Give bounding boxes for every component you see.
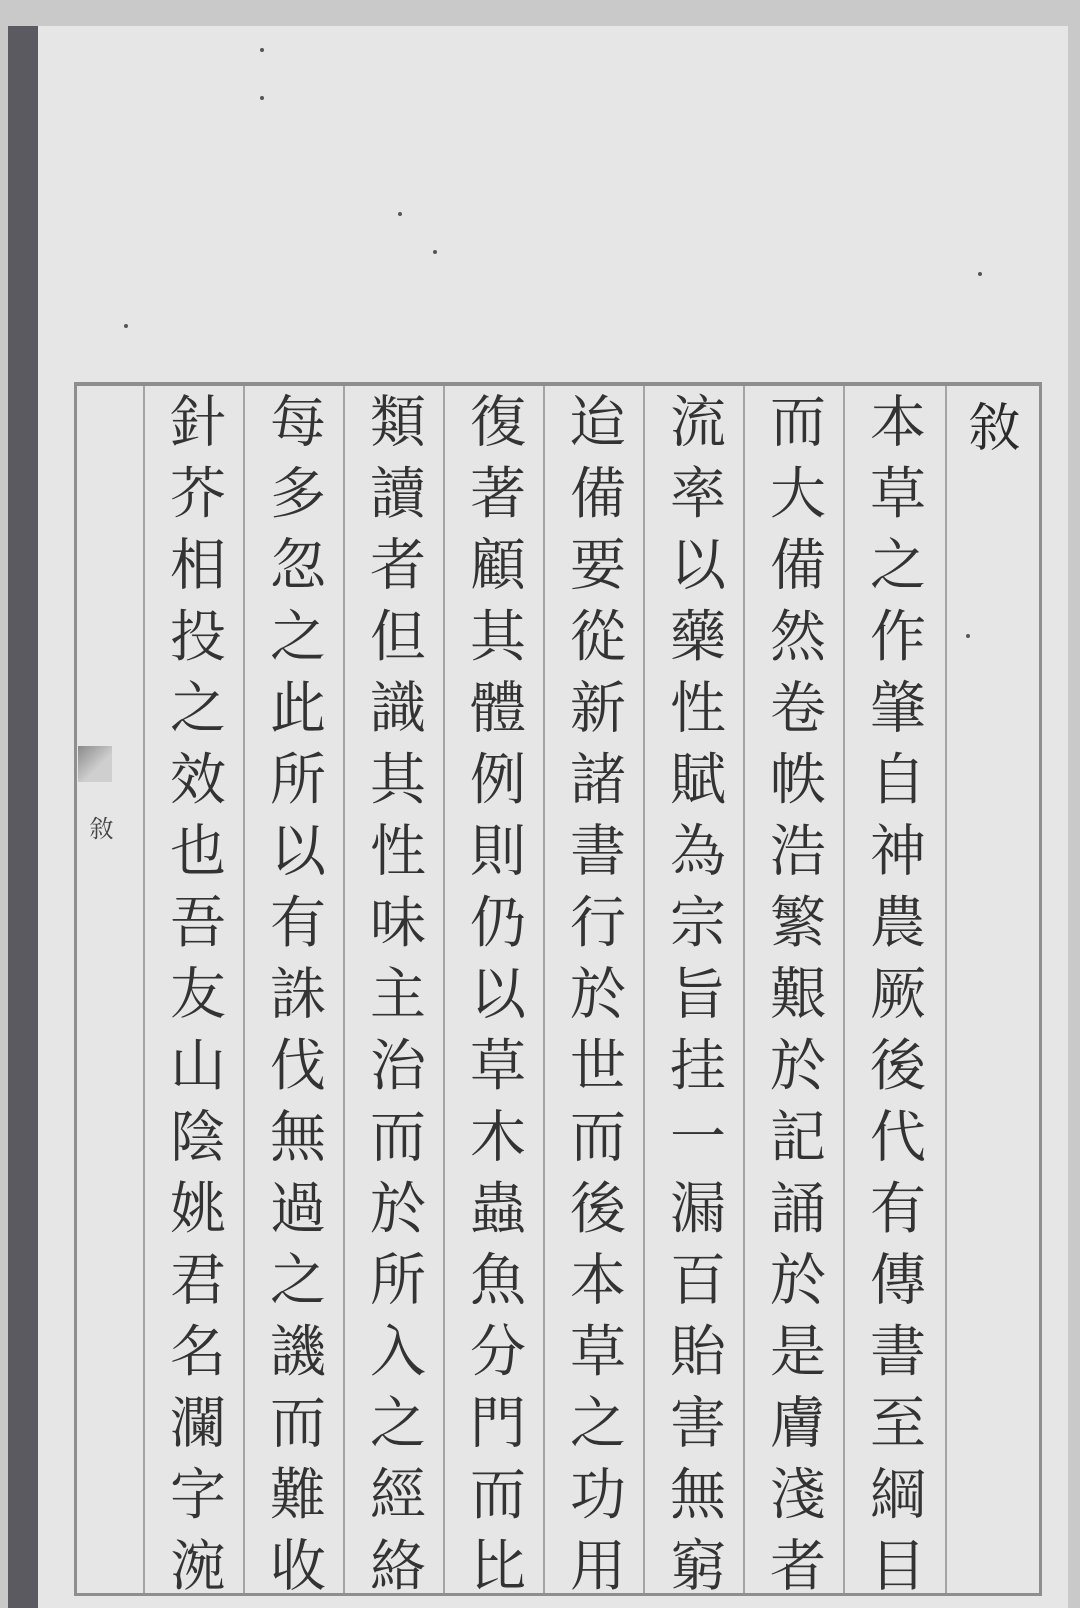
text-column-5: [443, 386, 543, 1608]
text-column-1: [843, 386, 943, 1608]
text-column-8: [143, 386, 243, 1608]
ink-speck: [260, 48, 264, 52]
text-column-4: [543, 386, 643, 1608]
ink-speck: [978, 272, 982, 276]
margin-label: 敘: [85, 816, 113, 840]
text-column-2: [743, 386, 843, 1608]
ink-speck: [260, 96, 264, 100]
text-column-3: [643, 386, 743, 1608]
text-column-7: [243, 386, 343, 1608]
text-line: 復著顧其體例則仍以草木蟲魚分門而比: [461, 392, 526, 1608]
text-line: 流率以藥性賦為宗旨挂一漏百貽害無窮: [661, 392, 726, 1608]
heading-column: [945, 386, 1039, 1593]
book-spine: [8, 26, 38, 1608]
ink-speck: [433, 250, 437, 254]
document-page: [38, 26, 1068, 1608]
text-line: 而大備然卷帙浩繁艱於記誦於是膚淺者: [761, 392, 826, 1608]
ink-speck: [124, 324, 128, 328]
text-frame: [74, 382, 1042, 1608]
text-line: 類讀者但識其性味主治而於所入之經絡: [361, 392, 426, 1608]
text-column-6: [343, 386, 443, 1608]
ink-speck: [398, 212, 402, 216]
text-line: 迨備要從新諸書行於世而後本草之功用: [561, 392, 626, 1608]
section-heading: 敘: [959, 400, 1019, 452]
text-line: 本草之作肇自神農厥後代有傳書至綱目: [861, 392, 926, 1608]
text-line: 每多忽之此所以有誅伐無過之譏而難收: [261, 392, 326, 1608]
text-line: 針芥相投之效也吾友山陰姚君名瀾字涴: [161, 392, 226, 1608]
